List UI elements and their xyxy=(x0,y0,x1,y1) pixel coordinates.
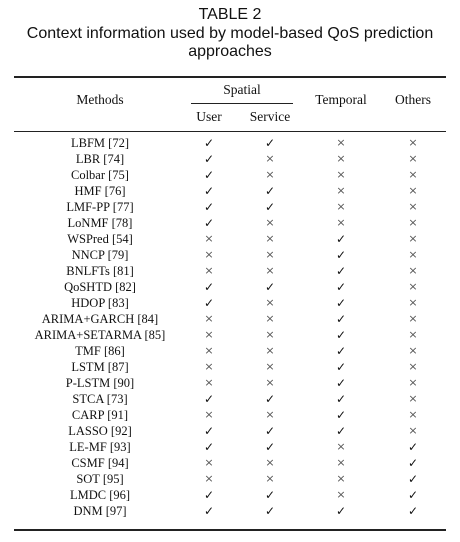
header-methods: Methods xyxy=(76,92,124,107)
service-cell: × xyxy=(265,152,275,165)
temporal-cell: ✓ xyxy=(335,296,347,310)
header-spatial: Spatial xyxy=(223,82,261,97)
method-cell: LoNMF [78] xyxy=(67,216,133,230)
table-row xyxy=(0,183,460,199)
service-cell: × xyxy=(265,216,275,229)
temporal-cell: × xyxy=(336,216,346,229)
table-row xyxy=(0,167,460,183)
user-cell: × xyxy=(204,328,214,341)
service-cell: × xyxy=(265,376,275,389)
method-cell: WSPred [54] xyxy=(67,232,133,246)
service-cell: ✓ xyxy=(264,504,276,518)
method-cell: DNM [97] xyxy=(73,504,127,518)
others-cell: × xyxy=(408,312,418,325)
others-cell: × xyxy=(408,264,418,277)
user-cell: × xyxy=(204,472,214,485)
table-label: TABLE 2 xyxy=(198,6,262,23)
method-cell: HMF [76] xyxy=(74,184,126,198)
others-cell: ✓ xyxy=(407,504,419,518)
table-row xyxy=(0,135,460,151)
user-cell: ✓ xyxy=(203,136,215,150)
others-cell: × xyxy=(408,424,418,437)
service-cell: × xyxy=(265,312,275,325)
method-cell: HDOP [83] xyxy=(71,296,129,310)
temporal-cell: × xyxy=(336,152,346,165)
method-cell: LSTM [87] xyxy=(71,360,129,374)
header-temporal: Temporal xyxy=(315,92,367,107)
temporal-cell: ✓ xyxy=(335,328,347,342)
method-cell: TMF [86] xyxy=(75,344,125,358)
table-row xyxy=(0,375,460,391)
temporal-cell: ✓ xyxy=(335,264,347,278)
temporal-cell: ✓ xyxy=(335,232,347,246)
table-row xyxy=(0,487,460,503)
temporal-cell: ✓ xyxy=(335,408,347,422)
others-cell: × xyxy=(408,184,418,197)
user-cell: ✓ xyxy=(203,152,215,166)
service-cell: × xyxy=(265,264,275,277)
temporal-cell: × xyxy=(336,456,346,469)
method-cell: P-LSTM [90] xyxy=(65,376,135,390)
user-cell: ✓ xyxy=(203,488,215,502)
user-cell: × xyxy=(204,264,214,277)
service-cell: ✓ xyxy=(264,136,276,150)
temporal-cell: ✓ xyxy=(335,248,347,262)
header-others: Others xyxy=(395,92,431,107)
method-cell: Colbar [75] xyxy=(71,168,129,182)
table-row xyxy=(0,439,460,455)
table-row xyxy=(0,359,460,375)
service-cell: ✓ xyxy=(264,440,276,454)
table-row xyxy=(0,471,460,487)
method-cell: LMF-PP [77] xyxy=(66,200,134,214)
table-row xyxy=(0,295,460,311)
user-cell: ✓ xyxy=(203,504,215,518)
service-cell: × xyxy=(265,232,275,245)
table-row xyxy=(0,311,460,327)
table-row xyxy=(0,503,460,519)
user-cell: × xyxy=(204,456,214,469)
service-cell: ✓ xyxy=(264,280,276,294)
table-row xyxy=(0,279,460,295)
method-cell: QoSHTD [82] xyxy=(64,280,136,294)
others-cell: × xyxy=(408,248,418,261)
method-cell: ARIMA+GARCH [84] xyxy=(41,312,159,326)
user-cell: ✓ xyxy=(203,184,215,198)
others-cell: × xyxy=(408,232,418,245)
others-cell: × xyxy=(408,168,418,181)
user-cell: × xyxy=(204,408,214,421)
temporal-cell: ✓ xyxy=(335,280,347,294)
user-cell: × xyxy=(204,248,214,261)
user-cell: × xyxy=(204,360,214,373)
table-row xyxy=(0,263,460,279)
temporal-cell: ✓ xyxy=(335,344,347,358)
others-cell: × xyxy=(408,328,418,341)
others-cell: × xyxy=(408,296,418,309)
others-cell: × xyxy=(408,136,418,149)
user-cell: ✓ xyxy=(203,280,215,294)
table-body xyxy=(0,135,460,519)
others-cell: × xyxy=(408,360,418,373)
service-cell: × xyxy=(265,472,275,485)
method-cell: ARIMA+SETARMA [85] xyxy=(34,328,166,342)
spatial-rule xyxy=(191,103,293,104)
bottom-rule xyxy=(14,529,446,531)
header-user: User xyxy=(196,109,222,124)
service-cell: × xyxy=(265,328,275,341)
method-cell: LMDC [96] xyxy=(69,488,131,502)
temporal-cell: ✓ xyxy=(335,504,347,518)
header-service: Service xyxy=(249,109,291,124)
method-cell: LASSO [92] xyxy=(68,424,132,438)
table-row xyxy=(0,391,460,407)
temporal-cell: ✓ xyxy=(335,312,347,326)
table-row xyxy=(0,247,460,263)
others-cell: × xyxy=(408,216,418,229)
others-cell: × xyxy=(408,344,418,357)
temporal-cell: ✓ xyxy=(335,376,347,390)
service-cell: ✓ xyxy=(264,184,276,198)
service-cell: ✓ xyxy=(264,200,276,214)
user-cell: ✓ xyxy=(203,440,215,454)
user-cell: ✓ xyxy=(203,424,215,438)
user-cell: ✓ xyxy=(203,216,215,230)
table-row xyxy=(0,455,460,471)
service-cell: × xyxy=(265,408,275,421)
user-cell: ✓ xyxy=(203,200,215,214)
temporal-cell: ✓ xyxy=(335,360,347,374)
temporal-cell: × xyxy=(336,136,346,149)
method-cell: LBR [74] xyxy=(75,152,125,166)
others-cell: × xyxy=(408,200,418,213)
table-row xyxy=(0,343,460,359)
user-cell: ✓ xyxy=(203,168,215,182)
top-rule xyxy=(14,76,446,78)
others-cell: ✓ xyxy=(407,440,419,454)
temporal-cell: × xyxy=(336,184,346,197)
temporal-cell: × xyxy=(336,488,346,501)
others-cell: × xyxy=(408,392,418,405)
service-cell: × xyxy=(265,344,275,357)
service-cell: × xyxy=(265,248,275,261)
method-cell: BNLFTs [81] xyxy=(66,264,134,278)
method-cell: CARP [91] xyxy=(71,408,129,422)
temporal-cell: ✓ xyxy=(335,424,347,438)
table-row xyxy=(0,215,460,231)
service-cell: ✓ xyxy=(264,424,276,438)
table-row xyxy=(0,231,460,247)
method-cell: LE-MF [93] xyxy=(69,440,131,454)
others-cell: ✓ xyxy=(407,456,419,470)
service-cell: ✓ xyxy=(264,392,276,406)
user-cell: × xyxy=(204,232,214,245)
temporal-cell: × xyxy=(336,472,346,485)
method-cell: SOT [95] xyxy=(76,472,124,486)
others-cell: ✓ xyxy=(407,472,419,486)
others-cell: × xyxy=(408,408,418,421)
temporal-cell: × xyxy=(336,200,346,213)
method-cell: NNCP [79] xyxy=(71,248,129,262)
user-cell: × xyxy=(204,344,214,357)
user-cell: × xyxy=(204,312,214,325)
temporal-cell: × xyxy=(336,440,346,453)
method-cell: CSMF [94] xyxy=(71,456,129,470)
method-cell: STCA [73] xyxy=(72,392,128,406)
temporal-cell: × xyxy=(336,168,346,181)
others-cell: ✓ xyxy=(407,488,419,502)
table-caption: Context information used by model-based QoS prediction approaches xyxy=(26,25,434,60)
user-cell: ✓ xyxy=(203,392,215,406)
service-cell: × xyxy=(265,360,275,373)
table-row xyxy=(0,151,460,167)
header-rule xyxy=(14,131,446,132)
method-cell: LBFM [72] xyxy=(71,136,129,150)
service-cell: × xyxy=(265,456,275,469)
user-cell: ✓ xyxy=(203,296,215,310)
temporal-cell: ✓ xyxy=(335,392,347,406)
user-cell: × xyxy=(204,376,214,389)
service-cell: ✓ xyxy=(264,488,276,502)
others-cell: × xyxy=(408,376,418,389)
table-row xyxy=(0,199,460,215)
service-cell: × xyxy=(265,168,275,181)
table-row xyxy=(0,423,460,439)
others-cell: × xyxy=(408,152,418,165)
table-row xyxy=(0,407,460,423)
service-cell: × xyxy=(265,296,275,309)
others-cell: × xyxy=(408,280,418,293)
table-row xyxy=(0,327,460,343)
